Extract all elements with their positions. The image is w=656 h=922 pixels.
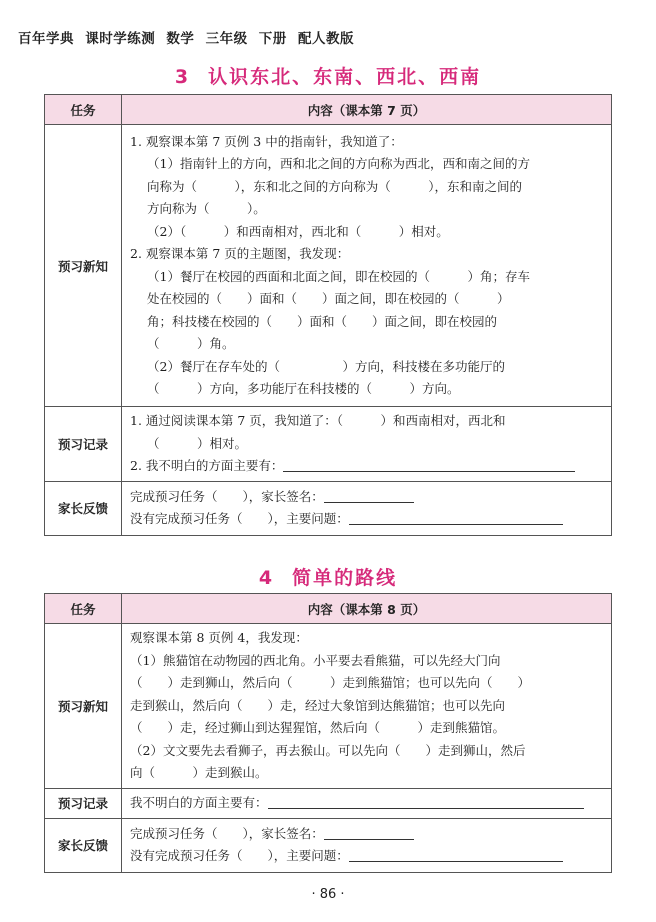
lesson3-preview-line: 角；科技楼在校园的（ ）面和（ ）面之间，即在校园的 bbox=[147, 313, 498, 329]
lesson3-feedback-line: 没有完成预习任务（ ），主要问题： bbox=[130, 508, 605, 531]
lesson4-number: 4 bbox=[258, 567, 275, 589]
lesson4-col-content: 内容（课本第 8 页） bbox=[122, 594, 612, 624]
lesson3-title-text: 认识东北、东南、西北、西南 bbox=[208, 66, 482, 88]
lesson4-feedback-line: 完成预习任务（ ），家长签名： bbox=[130, 823, 605, 846]
parent-signature-blank[interactable] bbox=[324, 488, 414, 503]
lesson3-preview-line: 向称为（ ），东和北之间的方向称为（ ），东和南之间的 bbox=[147, 178, 523, 194]
lesson4-preview-label: 预习新知 bbox=[45, 624, 122, 789]
lesson3-preview-line: 1. 观察课本第 7 页例 3 中的指南针，我知道了： bbox=[130, 133, 403, 149]
lesson4-preview-line: （ ）走到狮山，然后向（ ）走到熊猫馆；也可以先向（ ） bbox=[130, 675, 531, 690]
lesson3-preview-line: 方向称为（ ）。 bbox=[147, 201, 266, 216]
lesson4-preview-content bbox=[122, 624, 612, 789]
lesson3-preview-line: 处在校园的（ ）面和（ ）面之间，即在校园的（ ） bbox=[147, 291, 510, 306]
problem-blank-line[interactable] bbox=[349, 847, 563, 862]
lesson3-record-line: 1. 通过阅读课本第 7 页，我知道了：（ ）和西南相对，西北和 bbox=[130, 413, 506, 428]
lesson3-record-content bbox=[122, 407, 612, 482]
lesson4-feedback-label: 家长反馈 bbox=[45, 818, 122, 872]
lesson3-preview-content bbox=[122, 125, 612, 407]
lesson3-preview-label: 预习新知 bbox=[45, 125, 122, 407]
lesson4-preview-line: 向（ ）走到猴山。 bbox=[130, 765, 268, 780]
lesson3-record-line: 2. 我不明白的方面主要有： bbox=[130, 455, 605, 478]
lesson3-preview-line: （ ）方向，多功能厅在科技楼的（ ）方向。 bbox=[147, 381, 460, 396]
lesson4-preview-line: （1）熊猫馆在动物园的西北角。小平要去看熊猫，可以先经大门向 bbox=[130, 652, 501, 668]
lesson4-feedback-line: 没有完成预习任务（ ），主要问题： bbox=[130, 845, 605, 868]
lesson4-title-text: 简单的路线 bbox=[292, 567, 398, 589]
lesson3-feedback-label: 家长反馈 bbox=[45, 481, 122, 535]
lesson3-record-label: 预习记录 bbox=[45, 407, 122, 482]
lesson4-record-label: 预习记录 bbox=[45, 788, 122, 818]
lesson3-preview-line: （ ）角。 bbox=[147, 336, 235, 351]
parent-signature-blank[interactable] bbox=[324, 825, 414, 840]
lesson4-preview-line: 观察课本第 8 页例 4，我发现： bbox=[130, 630, 308, 645]
lesson4-preview-line: （ ）走，经过狮山到达猩猩馆，然后向（ ）走到熊猫馆。 bbox=[130, 720, 506, 735]
lesson4-feedback-content bbox=[122, 818, 612, 872]
lesson4-record-content bbox=[122, 788, 612, 818]
answer-blank-line[interactable] bbox=[283, 457, 575, 472]
lesson3-preview-line: （2）餐厅在存车处的（ ）方向，科技楼在多功能厅的 bbox=[147, 358, 505, 374]
lesson3-preview-line: （1）餐厅在校园的西面和北面之间，即在校园的（ ）角；存车 bbox=[147, 268, 530, 284]
lesson3-feedback-content bbox=[122, 481, 612, 535]
lesson4-preview-line: 走到猴山，然后向（ ）走，经过大象馆到达熊猫馆；也可以先向 bbox=[130, 697, 506, 713]
lesson3-preview-line: 2. 观察课本第 7 页的主题图，我发现： bbox=[130, 246, 350, 261]
lesson3-title bbox=[0, 62, 656, 89]
page-number: · 86 · bbox=[311, 887, 345, 902]
lesson3-table bbox=[44, 94, 612, 536]
lesson4-col-task: 任务 bbox=[45, 594, 122, 624]
lesson3-number: 3 bbox=[174, 66, 191, 88]
lesson4-table bbox=[44, 593, 612, 873]
answer-blank-line[interactable] bbox=[268, 794, 584, 809]
lesson4-preview-line: （2）文文要先去看狮子，再去猴山。可以先向（ ）走到狮山，然后 bbox=[130, 742, 526, 758]
lesson4-record-line: 我不明白的方面主要有： bbox=[130, 792, 605, 815]
problem-blank-line[interactable] bbox=[349, 510, 563, 525]
lesson3-feedback-line: 完成预习任务（ ），家长签名： bbox=[130, 486, 605, 509]
lesson3-preview-line: （2）（ ）和西南相对，西北和（ ）相对。 bbox=[147, 223, 449, 239]
lesson3-col-content: 内容（课本第 7 页） bbox=[122, 95, 612, 125]
lesson3-record-line: （ ）相对。 bbox=[147, 435, 248, 451]
lesson4-title bbox=[0, 563, 656, 590]
lesson3-col-task: 任务 bbox=[45, 95, 122, 125]
lesson3-preview-line: （1）指南针上的方向，西和北之间的方向称为西北，西和南之间的方 bbox=[147, 156, 530, 171]
book-header: 百年学典 课时学练测 数学 三年级 下册 配人教版 bbox=[18, 31, 354, 47]
